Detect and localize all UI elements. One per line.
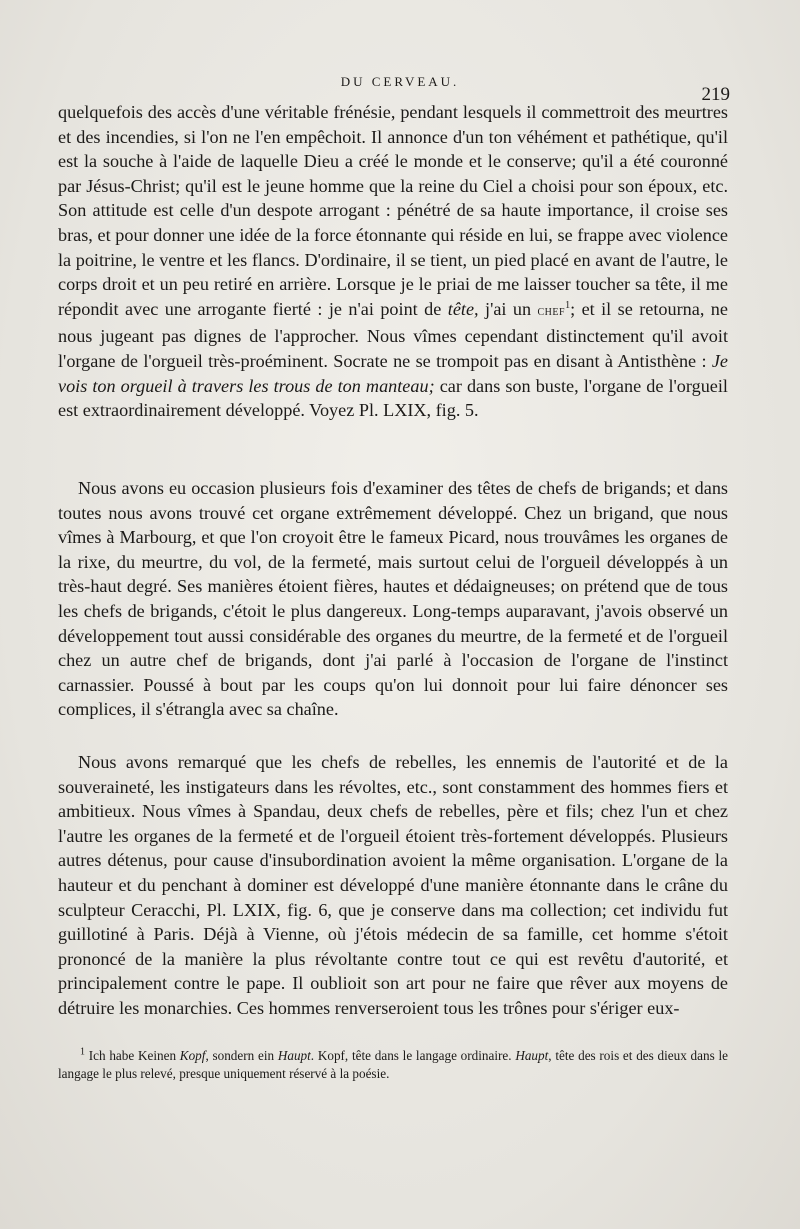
paragraph-3: [58, 750, 728, 1021]
show-through-bleed: [70, 440, 730, 464]
page-number: 219: [701, 84, 730, 105]
footnote-text-c: . Kopf, tête dans le langage ordinaire.: [310, 1048, 516, 1063]
italic-tete: tête,: [447, 298, 479, 319]
italic-quote: Je vois ton orgueil à travers les trous de ton manteau;: [58, 350, 728, 396]
footnote-text-a: Ich habe Keinen: [85, 1048, 180, 1063]
smallcaps-chef: chef: [537, 303, 566, 319]
footnote-italic-haupt: Haupt: [277, 1048, 311, 1063]
footnote-reference: 1: [565, 299, 571, 311]
paragraph-1-text-a: quelquefois des accès d'une véritable frénésie, pendant lesquels il commettroit des meurtres et des incendies, si l'on ne l'en empêchoit. Il annonce d'un ton véhément et pathétique, qu'il est la souche à l'aide de laquelle Dieu a créé le monde et le conserve; qu'il a été couronné par Jésus-Christ; qu'il est le jeune homme que la reine du Ciel a choisi pour son époux, etc. Son attitude est celle d'un despote arrogant : pénétré de sa haute importance, il croise ses bras, et pour donner une idée de la force étonnante qui réside en lui, se frappe avec violence la poitrine, le ventre et les flancs. D'ordinaire, il se tient, un pied placé en avant de l'autre, le corps droit et un peu retiré en arrière. Lorsque je le priai de me laisser toucher sa tête, il me répondit avec une arrogante fierté : je n'ai point de: [58, 102, 728, 319]
paragraph-3-text: Nous avons remarqué que les chefs de rebelles, les ennemis de l'autorité et de la souveraineté, les instigateurs dans les révoltes, etc., sont constamment des hommes fiers et ambitieux. Nous vîmes à Spandau, deux chefs de rebelles, père et fils; chez l'un et chez l'autre les organes de la fermeté et de l'orgueil étoient très-fortement développés. Plusieurs autres détenus, pour cause d'insubordination avoient la même organisation. L'organe de la hauteur et du penchant à dominer est développé d'une manière étonnante dans le crâne du sculpteur Ceracchi, Pl. LXIX, fig. 6, que je conserve dans ma collection; cet individu fut guillotiné à Paris. Déjà à Vienne, où j'étois médecin de sa famille, cet homme s'étoit prononcé de la manière la plus révoltante contre tout ce qui est revêtu d'autorité, et principalement contre le pape. Il oublioit son art pour ne faire que rêver aux moyens de détruire les monarchies. Ces hommes renverseroient tous les trônes pour s'ériger eux-: [58, 752, 728, 1018]
footnote: [58, 1047, 728, 1083]
footnote-text-d: , tête des rois et des dieux dans le langage le plus relevé, presque uniquement réservé à la poésie.: [58, 1048, 728, 1081]
footnote-text-b: , sondern ein: [205, 1048, 278, 1063]
paragraph-2: [58, 476, 728, 722]
paragraph-2-text: Nous avons eu occasion plusieurs fois d'examiner des têtes de chefs de brigands; et dans toutes nous avons trouvé cet organe extrêmement développé. Chez un brigand, que nous vîmes à Marbourg, et que l'on croyoit être le fameux Picard, nous trouvâmes les organes de la rixe, du meurtre, du vol, de la fermeté, mais surtout celui de l'orgueil développés à un très-haut degré. Ses manières étoient fières, hautes et dédaigneuses; on prétend que de tous les chefs de brigands, c'étoit le plus dangereux. Long-temps auparavant, j'avois observé un développement tout aussi considérable des organes du meurtre, de la fermeté et de l'orgueil chez un autre chef de brigands, dont j'ai parlé à l'occasion de l'organe de l'instinct carnassier. Poussé à bout par les coups qu'on lui donnoit pour lui faire dénoncer ses complices, il s'étrangla avec sa chaîne.: [58, 478, 728, 720]
footnote-italic-haupt-2: Haupt: [515, 1048, 549, 1063]
paragraph-1-text-d: car dans son buste, l'organe de l'orgueil est extraordinairement développé. Voyez Pl. LXIX, fig. 5.: [58, 375, 728, 421]
footnote-mark: 1: [80, 1046, 85, 1058]
running-title: DU CERVEAU.: [340, 74, 460, 89]
paragraph-1: [58, 100, 728, 423]
paragraph-1-text-b: j'ai un: [478, 298, 538, 319]
paragraph-1-text-c: ; et il se retourna, ne nous jugeant pas dignes de l'approcher. Nous vîmes cependant distinctement qu'il avoit l'organe de l'orgueil très-proéminent. Socrate ne se trompoit pas en disant à Antisthène :: [58, 298, 728, 371]
footnote-italic-kopf: Kopf: [179, 1048, 206, 1063]
